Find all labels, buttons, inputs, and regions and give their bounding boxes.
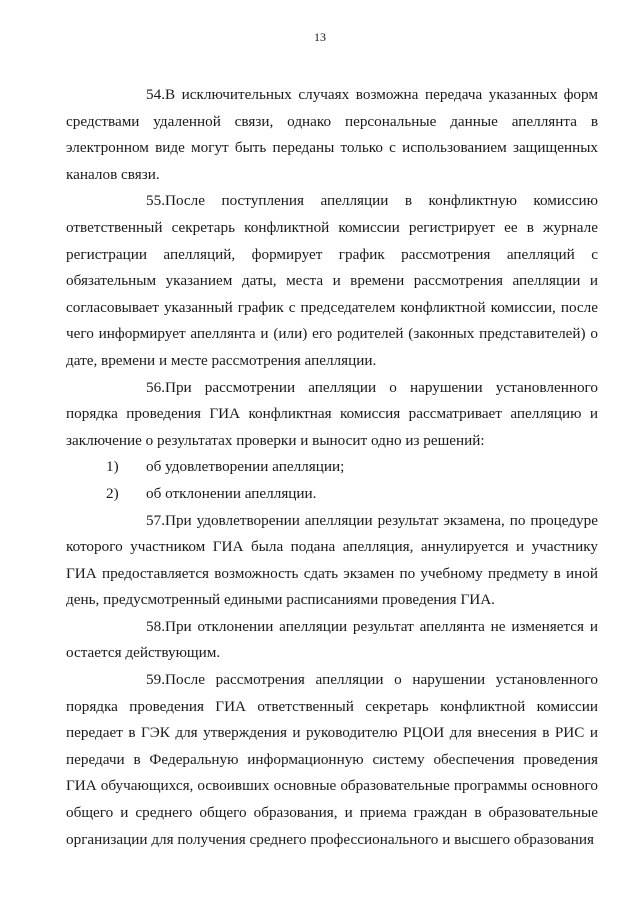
paragraph-57	[66, 508, 598, 614]
paragraph-text: При рассмотрении апелляции о нарушении установленного порядка проведения ГИА конфликтная комиссия рассматривает апелляцию и заключение о результатах проверки и выносит одно из решений:	[66, 378, 598, 449]
paragraph-number: 58.	[146, 617, 165, 635]
list-item-number: 1)	[106, 458, 119, 476]
list-item	[66, 454, 598, 481]
paragraph-58	[66, 614, 598, 667]
paragraph-number: 56.	[146, 378, 165, 396]
list-item-number: 2)	[106, 484, 119, 502]
paragraph-text: В исключительных случаях возможна передача указанных форм средствами удаленной связи, однако персональные данные апеллянта в электронном виде могут быть переданы только с использованием защищенных каналов связи.	[66, 86, 598, 183]
paragraph-number: 59.	[146, 671, 165, 689]
paragraph-55	[66, 188, 598, 374]
paragraph-text: При отклонении апелляции результат апеллянта не изменяется и остается действующим.	[66, 617, 598, 662]
paragraph-number: 55.	[146, 192, 165, 210]
paragraph-number: 54.	[146, 86, 165, 103]
paragraph-text: После рассмотрения апелляции о нарушении установленного порядка проведения ГИА ответственный секретарь конфликтной комиссии передает в ГЭК для утверждения и руководителю РЦОИ для внесения в РИС и передачи в Федеральную информационную систему обеспечения проведения ГИА обучающихся, освоивших основные образовательные программы основного общего и среднего общего образования, и приема граждан в образовательные организации для получения среднего профессионального и высшего образования	[66, 671, 598, 848]
paragraph-56	[66, 375, 598, 455]
document-body	[66, 82, 598, 853]
list-item-text: об отклонении апелляции.	[146, 484, 317, 502]
list-item-text: об удовлетворении апелляции;	[146, 458, 345, 476]
paragraph-text: При удовлетворении апелляции результат экзамена, по процедуре которого участником ГИА была подана апелляция, аннулируется и участнику ГИА предоставляется возможность сдать экзамен по учебному предмету в иной день, предусмотренный едиными расписаниями проведения ГИА.	[66, 511, 598, 609]
paragraph-54	[66, 82, 598, 188]
list-item	[66, 481, 598, 508]
page-number: 13	[314, 30, 326, 44]
paragraph-number: 57.	[146, 511, 165, 529]
paragraph-59	[66, 667, 598, 853]
paragraph-text: После поступления апелляции в конфликтную комиссию ответственный секретарь конфликтной комиссии регистрирует ее в журнале регистрации апелляций, формирует график рассмотрения апелляций с обязательным указанием даты, места и времени рассмотрения апелляции и согласовывает указанный график с председателем конфликтной комиссии, после чего информирует апеллянта и (или) его родителей (законных представителей) о дате, времени и месте рассмотрения апелляции.	[66, 192, 598, 369]
